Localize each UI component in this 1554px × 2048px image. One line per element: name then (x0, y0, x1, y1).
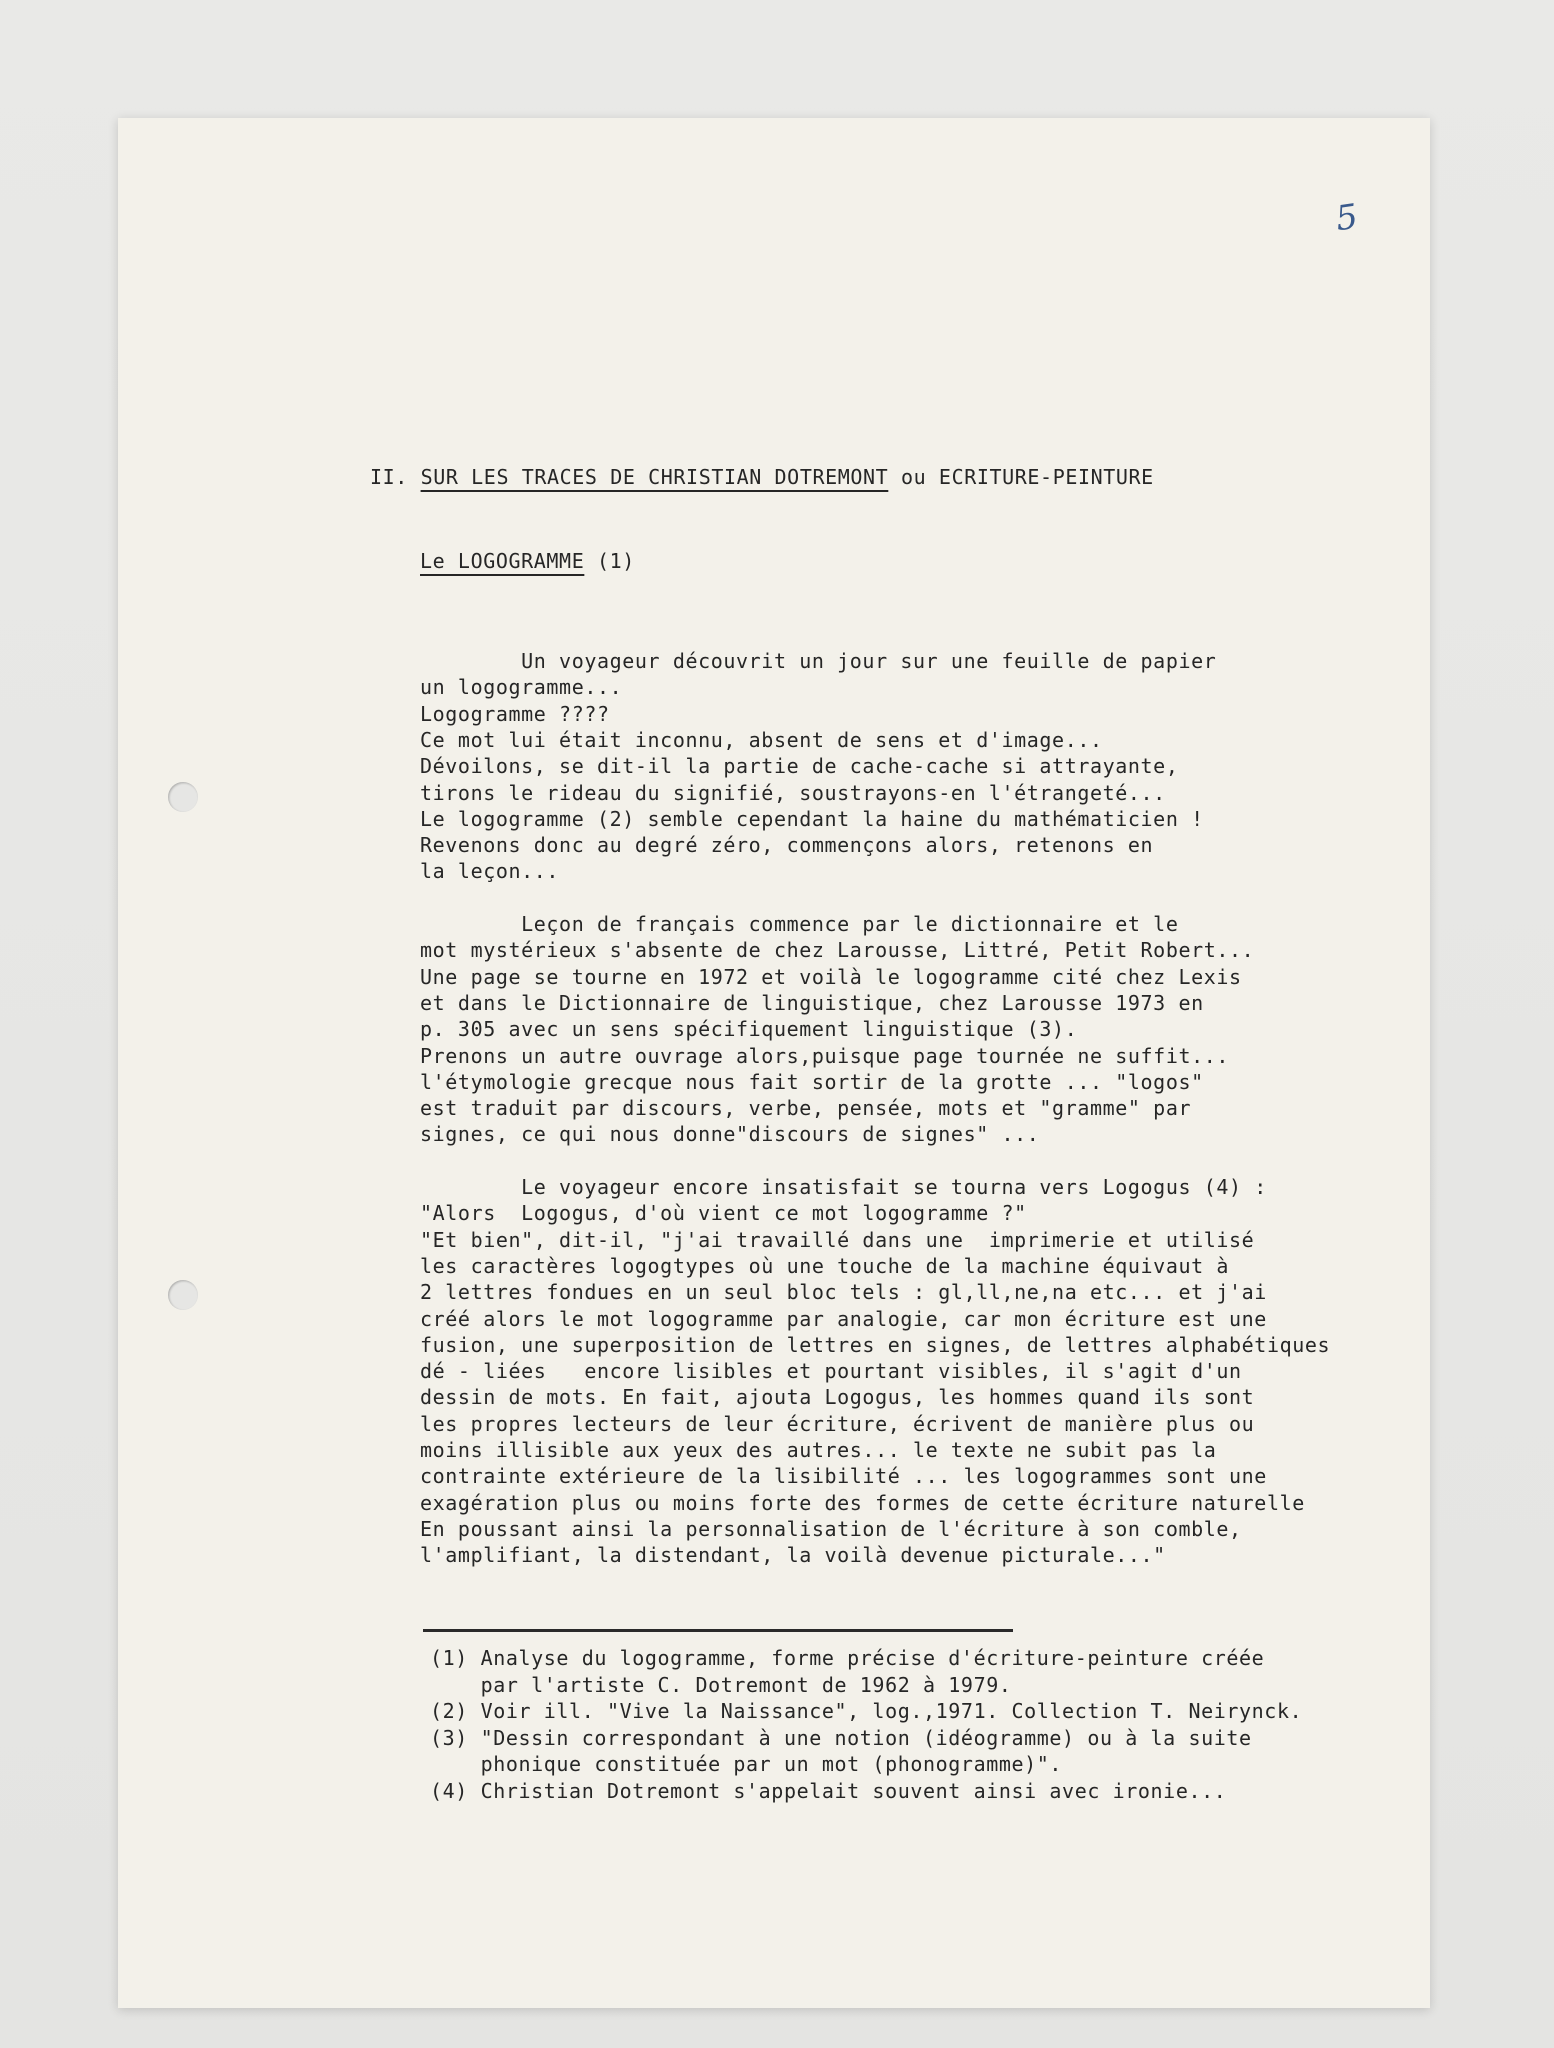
body-line: Dévoilons, se dit-il la partie de cache-cache si attrayante, (420, 754, 1179, 779)
body-line: moins illisible aux yeux des autres... le texte ne subit pas la (420, 1438, 1217, 1462)
body-line: créé alors le mot logogramme par analogie, car mon écriture est une (420, 1306, 1267, 1331)
body-line: l'étymologie grecque nous fait sortir de la grotte ... "logos" (420, 1069, 1204, 1094)
body-line: Le logogramme (2) semble cependant la haine du mathématicien ! (420, 806, 1204, 831)
body-line: mot mystérieux s'absente de chez Larousse, Littré, Petit Robert... (420, 938, 1255, 963)
chapter-heading (370, 464, 1154, 490)
body-line: et dans le Dictionnaire de linguistique, chez Larousse 1973 en (420, 990, 1204, 1015)
body-line: Prenons un autre ouvrage alors,puisque page tournée ne suffit... (420, 1043, 1230, 1068)
body-line: p. 305 avec un sens spécifiquement linguistique (3). (420, 1017, 1078, 1042)
body-line: Logogramme ???? (420, 701, 610, 726)
body-line: Le voyageur encore insatisfait se tourna vers Logogus (4) : (420, 1175, 1267, 1199)
heading-subtitle: ECRITURE-PEINTURE (938, 465, 1154, 489)
body-line: l'amplifiant, la distendant, la voilà devenue picturale..." (420, 1543, 1166, 1568)
section-subheading (420, 548, 635, 574)
subheading-title: Le LOGOGRAMME (420, 549, 585, 573)
body-line: les caractères logogtypes où une touche de la machine équivaut à (420, 1253, 1230, 1278)
subheading-note: (1) (597, 549, 635, 573)
footnote-rule (423, 1629, 1013, 1632)
body-line: fusion, une superposition de lettres en signes, de lettres alphabétiques (420, 1332, 1331, 1357)
body-line: contrainte extérieure de la lisibilité ... les logogrammes sont une (420, 1464, 1267, 1489)
footnote-line: (1) Analyse du logogramme, forme précise d'écriture-peinture créée (430, 1646, 1265, 1670)
footnote-line: phonique constituée par un mot (phonogramme)". (430, 1752, 1063, 1777)
body-line: dessin de mots. En fait, ajouta Logogus, les hommes quand ils sont (420, 1385, 1255, 1410)
punch-hole (168, 782, 198, 812)
footnote-line: par l'artiste C. Dotremont de 1962 à 1979. (430, 1672, 1012, 1697)
body-line: En poussant ainsi la personnalisation de l'écriture à son comble, (420, 1516, 1242, 1541)
body-line: Leçon de français commence par le dictionnaire et le (420, 912, 1179, 936)
body-line: dé - liées encore lisibles et pourtant visibles, il s'agit d'un (420, 1359, 1242, 1384)
body-line: les propres lecteurs de leur écriture, écrivent de manière plus ou (420, 1411, 1255, 1436)
body-line: 2 lettres fondues en un seul bloc tels : gl,ll,ne,na etc... et j'ai (420, 1280, 1267, 1305)
footnote-line: (4) Christian Dotremont s'appelait souvent ainsi avec ironie... (430, 1779, 1227, 1803)
body-line: un logogramme... (420, 675, 623, 700)
heading-title: SUR LES TRACES DE CHRISTIAN DOTREMONT (420, 465, 889, 489)
body-line: exagération plus ou moins forte des formes de cette écriture naturelle (420, 1490, 1305, 1515)
footnote-line: (3) "Dessin correspondant à une notion (idéogramme) ou à la suite (430, 1725, 1252, 1750)
body-line: Ce mot lui était inconnu, absent de sens et d'image... (420, 727, 1103, 752)
body-line: Un voyageur découvrit un jour sur une feuille de papier (420, 649, 1217, 673)
footnote-line: (2) Voir ill. "Vive la Naissance", log.,1971. Collection T. Neirynck. (430, 1699, 1303, 1724)
body-line: la leçon... (420, 859, 560, 884)
body-line: "Et bien", dit-il, "j'ai travaillé dans une imprimerie et utilisé (420, 1227, 1255, 1252)
handwritten-page-number: 5 (1333, 196, 1361, 240)
body-line: est traduit par discours, verbe, pensée, mots et "gramme" par (420, 1096, 1192, 1121)
body-line: Une page se tourne en 1972 et voilà le logogramme cité chez Lexis (420, 964, 1242, 989)
punch-hole (168, 1280, 198, 1310)
body-line: Revenons donc au degré zéro, commençons alors, retenons en (420, 833, 1154, 858)
heading-prefix: II. (370, 465, 408, 489)
typewritten-page (118, 118, 1430, 2008)
body-line: tirons le rideau du signifié, soustrayons-en l'étrangeté... (420, 780, 1166, 805)
body-line: "Alors Logogus, d'où vient ce mot logogramme ?" (420, 1201, 1027, 1226)
heading-connector: ou (900, 465, 927, 489)
body-line: signes, ce qui nous donne"discours de signes" ... (420, 1122, 1040, 1147)
